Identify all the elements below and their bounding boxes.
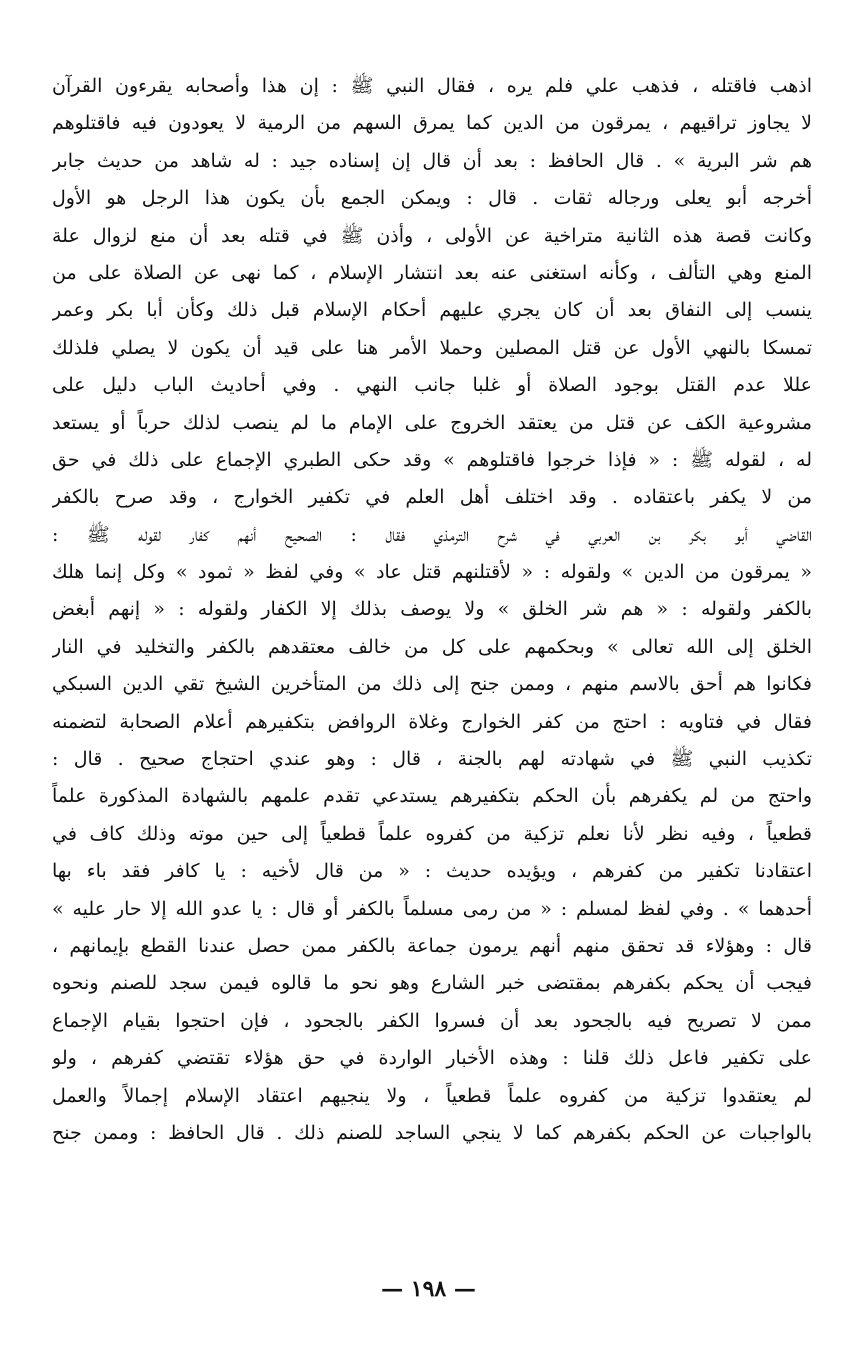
- text-line: القاضي أبو بكر بن العربي في شرح الترمذي فقال : الصحيح أنهم كفار لقوله ﷺ :: [52, 523, 812, 546]
- text-line: ينسب إلى النفاق بعد أن كان يجري عليهم أحكام الإسلام قبل ذلك وكأن أبا بكر وعمر: [52, 299, 812, 322]
- text-line: اعتقادنا تكفير من كفرهم ، ويؤيده حديث : « من قال لأخيه : يا كافر فقد باء بها: [52, 860, 812, 883]
- text-line: وكانت قصة هذه الثانية متراخية عن الأولى ، وأذن ﷺ في قتله بعد أن منع لزوال علة: [52, 224, 812, 247]
- text-line: « يمرقون من الدين » ولقوله : « لأقتلنهم قتل عاد » وفي لفظ « ثمود » وكل إنما هلك: [52, 561, 812, 584]
- text-line: عللا عدم القتل بوجود الصلاة أو غلبا جانب النهي . وفي أحاديث الباب دليل على: [52, 374, 812, 397]
- text-line: تمسكا بالنهي الأول عن قتل المصلين وحملا الأمر هنا على قيد أن يكون لا يصلي فلذلك: [52, 336, 812, 359]
- text-line: فيجب أن يحكم بكفرهم بمقتضى خبر الشارع وهو نحو ما قالوه فيمن سجد للصنم ونحوه: [52, 972, 812, 995]
- text-line: على تكفير فاعل ذلك قلنا : وهذه الأخبار الواردة في حق هؤلاء تقتضي كفرهم ، ولو: [52, 1047, 812, 1070]
- text-line: تكذيب النبي ﷺ في شهادته لهم بالجنة ، قال : وهو عندي احتجاج صحيح . قال :: [52, 748, 812, 771]
- text-line: لا يجاوز تراقيهم ، يمرقون من الدين كما يمرق السهم من الرمية لا يعودون فيه فاقتلوهم: [52, 112, 812, 135]
- text-line: لم يعتقدوا تزكية من كفروه علماً قطعياً ، ولا ينجيهم اعتقاد الإسلام إجمالاً والعمل: [52, 1084, 812, 1107]
- text-line: هم شر البرية » . قال الحافظ : بعد أن قال إن إسناده جيد : له شاهد من حديث جابر: [52, 149, 812, 172]
- text-line: أخرجه أبو يعلى ورجاله ثقات . قال : ويمكن الجمع بأن يكون هذا الرجل هو الأول: [52, 187, 812, 210]
- text-line: فكانوا هم أحق بالاسم منهم ، وممن جنح إلى ذلك من المتأخرين الشيخ تقي الدين السبكي: [52, 673, 812, 696]
- text-line: له ، لقوله ﷺ : « فإذا خرجوا فاقتلوهم » وقد حكى الطبري الإجماع على ذلك في حق: [52, 448, 812, 471]
- text-line: واحتج من لم يكفرهم بأن الحكم بتكفيرهم يستدعي تقدم علمهم بالشهادة المذكورة علماً: [52, 785, 812, 808]
- text-line: قطعياً ، وفيه نظر لأنا نعلم تزكية من كفروه علماً قطعياً إلى حين موته وذلك كاف في: [52, 822, 812, 845]
- text-line: المنع وهي التألف ، وكأنه استغنى عنه بعد انتشار الإسلام ، كما نهى عن الصلاة على من: [52, 261, 812, 284]
- text-line: فقال في فتاويه : احتج من كفر الخوارج وغلاة الروافض بتكفيرهم أعلام الصحابة لتضمنه: [52, 710, 812, 733]
- text-line: الخلق إلى الله تعالى » وبحكمهم على كل من خالف معتقدهم بالكفر والتخليد في النار: [52, 635, 812, 658]
- text-line: من لا يكفر باعتقاده . وقد اختلف أهل العلم في تكفير الخوارج ، وقد صرح بالكفر: [52, 486, 812, 509]
- text-line: ممن لا تصريح فيه بالجحود بعد أن فسروا الكفر بالجحود ، فإن احتجوا بقيام الإجماع: [52, 1009, 812, 1032]
- text-line: بالكفر ولقوله : « هم شر الخلق » ولا يوصف بذلك إلا الكفار ولقوله : « إنهم أبغض: [52, 598, 812, 621]
- body-text: [52, 68, 812, 1152]
- text-line: قال : وهؤلاء قد تحقق منهم أنهم يرمون جماعة بالكفر ممن حصل عندنا القطع بإيمانهم ،: [52, 934, 812, 957]
- text-line: بالواجبات عن الحكم بكفرهم كما لا ينجي الساجد للصنم ذلك . قال الحافظ : وممن جنح: [52, 1121, 812, 1144]
- text-line: أحدهما » . وفي لفظ لمسلم : « من رمى مسلماً بالكفر أو قال : يا عدو الله إلا حار عليه »: [52, 897, 812, 920]
- page-number: — ١٩٨ —: [381, 1276, 476, 1302]
- text-line: مشروعية الكف عن قتل من يعتقد الخروج على الإمام ما لم ينصب لذلك حرباً أو يستعد: [52, 411, 812, 434]
- text-line: اذهب فاقتله ، فذهب علي فلم يره ، فقال النبي ﷺ : إن هذا وأصحابه يقرءون القرآن: [52, 75, 812, 97]
